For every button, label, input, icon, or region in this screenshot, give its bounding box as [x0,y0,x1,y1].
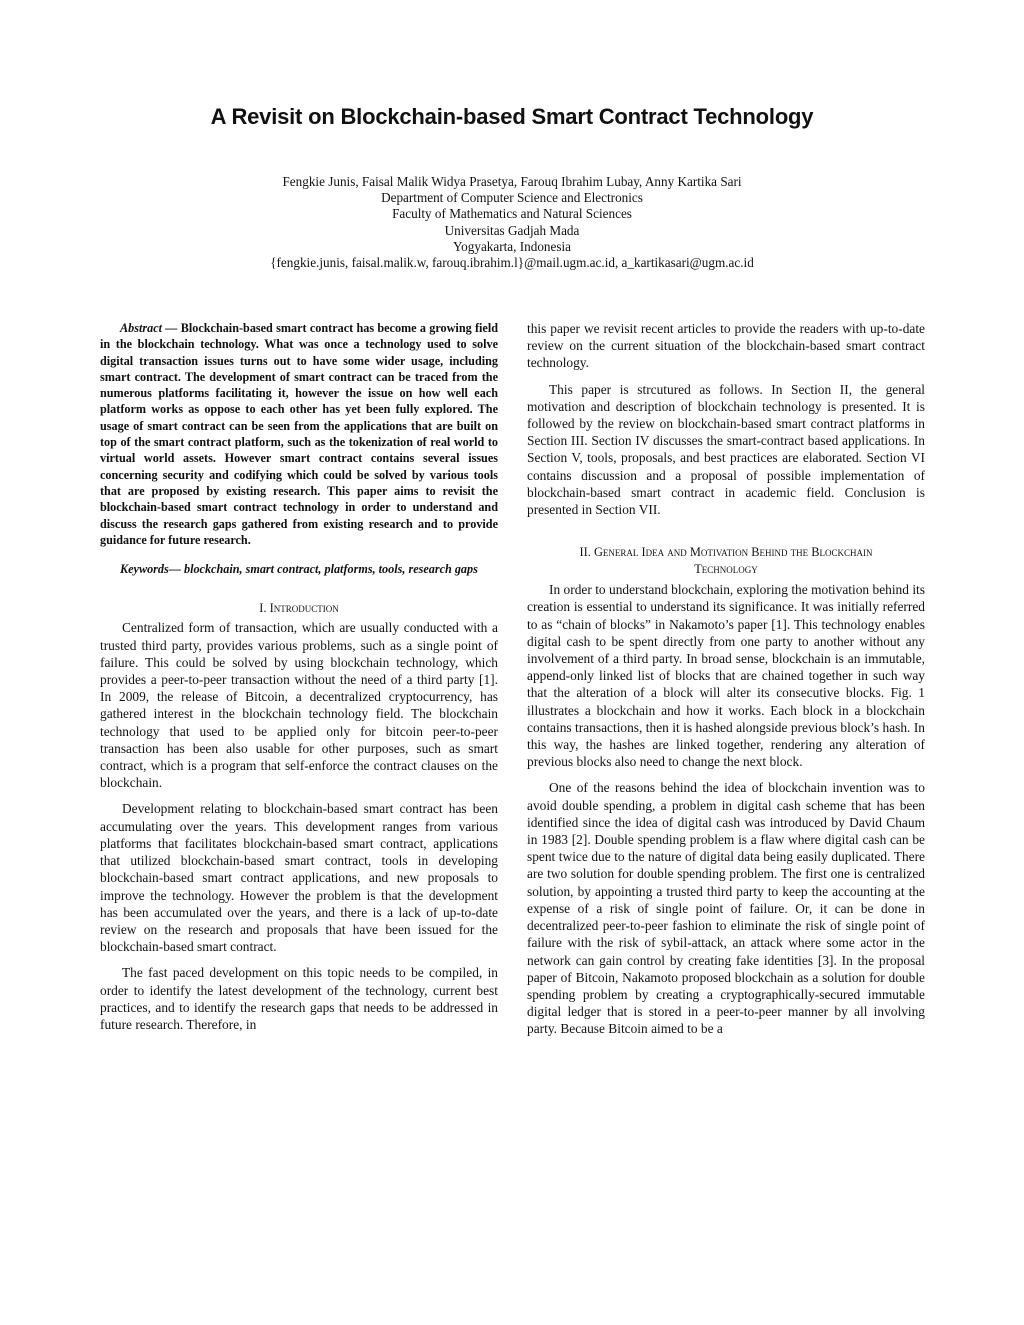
keywords-label: Keywords— [120,562,181,577]
author-emails: {fengkie.junis, faisal.malik.w, farouq.ibrahim.l}@mail.ugm.ac.id, a_kartikasari@ugm.ac.id [270,255,754,271]
paper-title: A Revisit on Blockchain-based Smart Contract Technology [210,104,814,129]
abstract-label: Abstract — [120,321,178,335]
paragraph: In order to understand blockchain, exploring the motivation behind its creation is essential to understand its significance. It was initially referred to as “chain of blocks” in Nakamoto’s paper [1]. This technology enables digital cash to be spent directly from one party to another without any involvement of a third party. In broad sense, blockchain is an immutable, append-only linked list of blocks that are chained together in such way that the alteration of a block will alter its consecutive blocks. Fig. 1 illustrates a blockchain and how it works. Each block in a blockchain contains transactions, then it is hashed alongside previous block’s hash. In this way, the hashes are linked together, rendering any alteration of previous blocks also need to change the next block. [527,582,925,770]
paragraph-continuation: this paper we revisit recent articles to provide the readers with up-to-date review on the current situation of the blockchain-based smart contract technology. [527,321,925,371]
author-faculty: Faculty of Mathematics and Natural Sciences [392,206,632,222]
paragraph: Centralized form of transaction, which are usually conducted with a trusted third party, provides various problems, such as a single point of failure. This could be solved by using blockchain technology, which provides a peer-to-peer transaction without the need of a third party [1]. In 2009, the release of Bitcoin, a decentralized cryptocurrency, has gathered interest in the blockchain technology field. The blockchain technology that used to be applied only for bitcoin peer-to-peer transaction has been also usable for other purposes, such as smart contract, which is a program that self-enforce the contract clauses on the blockchain. [100,620,498,791]
paragraph: Development relating to blockchain-based smart contract has been accumulating over the years. This development ranges from various platforms that facilitates blockchain-based smart contract, applications that utilized blockchain-based smart contract, tools in developing blockchain-based smart contract applications, and new proposals to improve the technology. However the problem is that the development has been accumulated over the years, and there is a lack of up-to-date review on the research and proposals that have been issued for the blockchain-based smart contract. [100,801,498,955]
keywords [100,561,498,577]
paragraph: This paper is strcutured as follows. In Section II, the general motivation and description of blockchain technology is presented. It is followed by the review on blockchain-based smart contract platforms in Section III. Section IV discusses the smart-contract based applications. In Section V, tools, proposals, and best practices are elaborated. Section VI contains discussion and a proposal of possible implementation of blockchain-based smart contract in academic field. Conclusion is presented in Section VII. [527,381,925,518]
paragraph: One of the reasons behind the idea of blockchain invention was to avoid double spending, a problem in digital cash scheme that has been identified since the idea of digital cash was introduced by David Chaum in 1983 [2]. Double spending problem is a flaw where digital cash can be spent twice due to the nature of digital data being easily duplicated. There are two solution for double spending problem. The first one is centralized solution, by appointing a trusted third party to keep the accounting at the expense of a risk of single point of failure. Or, it can be done in decentralized peer-to-peer fashion to eliminate the risk of single point of failure with the risk of sybil-attack, an attack where some actor in the network can gain control by creating fake identities [3]. In the proposal paper of Bitcoin, Nakamoto proposed blockchain as a solution for double spending problem by creating a cryptographically-secured immutable digital ledger that is stored in a peer-to-peer manner by all involving party. Because Bitcoin aimed to be a [527,780,925,1037]
keywords-text: blockchain, smart contract, platforms, tools, research gaps [183,562,478,577]
author-department: Department of Computer Science and Electronics [381,190,643,206]
abstract [100,320,498,548]
left-column [100,320,498,1042]
right-column [527,320,925,1047]
author-location: Yogyakarta, Indonesia [452,238,572,254]
author-names: Fengkie Junis, Faisal Malik Widya Prasetya, Farouq Ibrahim Lubay, Anny Kartika Sari [282,174,742,189]
section-heading-blockchain [527,544,925,578]
author-university: Universitas Gadjah Mada [444,222,580,238]
author-block [0,174,1024,271]
section-heading-introduction: I. Introduction [259,601,339,616]
section-heading-line: II. General Idea and Motivation Behind the Blockchain [579,545,873,560]
section-heading-line: Technology [694,562,758,577]
paragraph: The fast paced development on this topic needs to be compiled, in order to identify the latest development of the technology, current best practices, and to identify the research gaps that needs to be addressed in future research. Therefore, in [100,965,498,1032]
abstract-text: Blockchain-based smart contract has become a growing field in the blockchain technology. What was once a technology used to solve digital transaction issues turns out to have some wider usage, including smart contract. The development of smart contract can be traced from the numerous platforms facilitating it, however the issue on how well each platform works as oppose to each other has yet been fully explored. The usage of smart contract can be seen from the applications that are built on top of the smart contract platform, such as the tokenization of real world to virtual world assets. However smart contract contains several issues concerning security and codifying which could be solved by various tools that are proposed by existing research. This paper aims to revisit the blockchain-based smart contract technology in order to understand and discuss the research gaps gathered from existing research and to provide guidance for future research. [100,321,498,547]
